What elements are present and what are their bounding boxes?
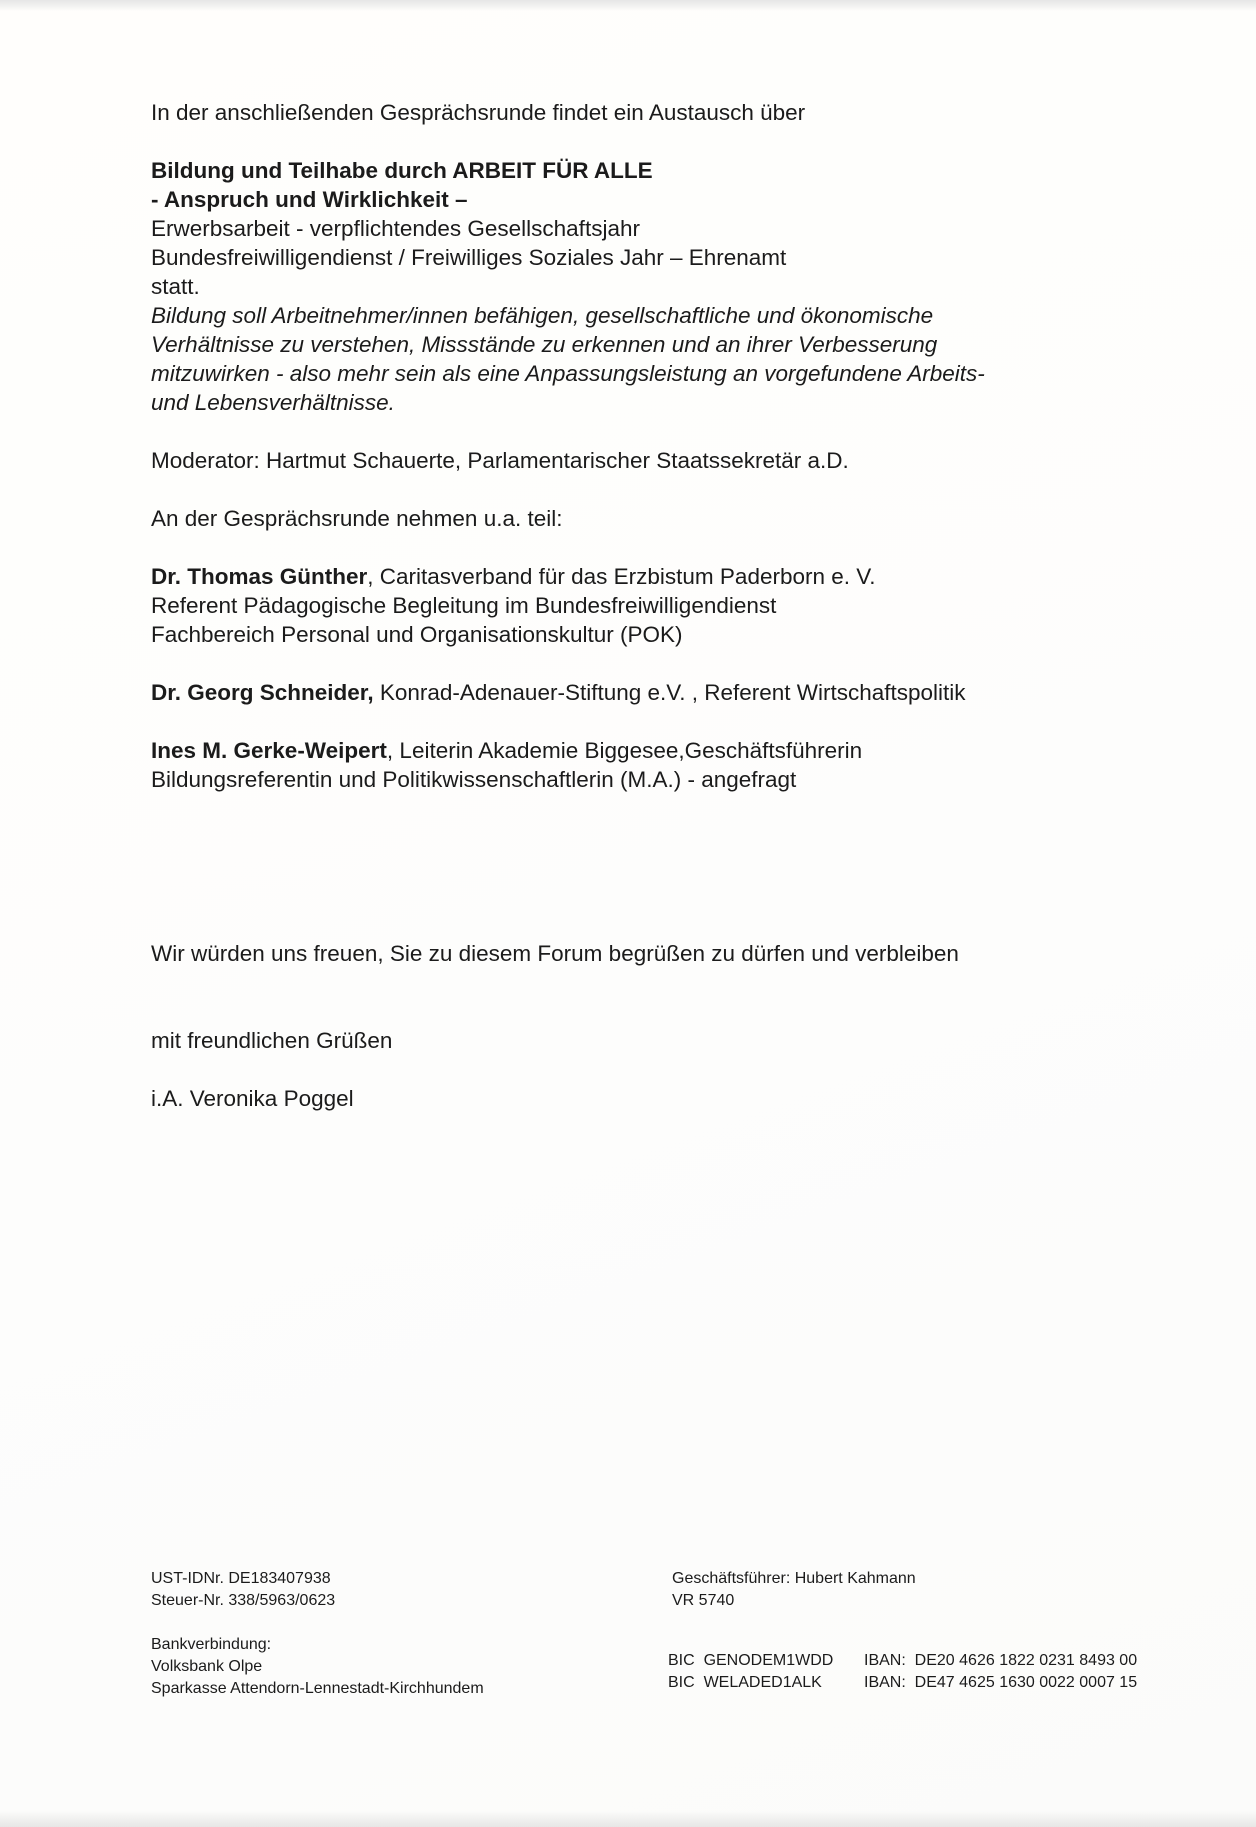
participant-2-name-line [151, 678, 1141, 707]
event-title-line-2: - Anspruch und Wirklichkeit – [151, 187, 468, 212]
moderator-line: Moderator: Hartmut Schauerte, Parlamentarischer Staatssekretär a.D. [151, 448, 849, 473]
mission-line: Verhältnisse zu verstehen, Missstände zu erkennen und an ihrer Verbesserung [151, 332, 938, 357]
greeting-line: mit freundlichen Grüßen [151, 1028, 393, 1053]
participant-3-name: Ines M. Gerke-Weipert [151, 738, 387, 763]
spacer [151, 968, 1141, 1026]
spacer [151, 475, 1141, 504]
event-title-line-1: Bildung und Teilhabe durch ARBEIT FÜR ALLE [151, 158, 653, 183]
topic-line: Bundesfreiwilligendienst / Freiwilliges Soziales Jahr – Ehrenamt [151, 245, 787, 270]
participant-1-name: Dr. Thomas Günther [151, 564, 368, 589]
steuer-nr: Steuer-Nr. 338/5963/0623 [151, 1592, 336, 1609]
mission-line: mitzuwirken - also mehr sein als eine Anpassungsleistung an vorgefundene Arbeits- [151, 361, 985, 386]
bank-name: Volksbank Olpe [151, 1658, 263, 1675]
mission-line: Bildung soll Arbeitnehmer/innen befähigen, gesellschaftliche und ökonomische [151, 303, 934, 328]
bank-row [668, 1650, 1137, 1672]
topic-line: statt. [151, 274, 200, 299]
participant-1-org: , Caritasverband für das Erzbistum Paderborn e. V. [367, 564, 876, 589]
participant-1-role-line: Referent Pädagogische Begleitung im Bundesfreiwilligendienst [151, 593, 777, 618]
managing-director: Geschäftsführer: Hubert Kahmann [672, 1570, 916, 1587]
participant-1-name-line [151, 562, 1141, 591]
participant-3-org: , Leiterin Akademie Biggesee,Geschäftsführerin [386, 738, 863, 763]
closing-line: Wir würden uns freuen, Sie zu diesem Forum begrüßen zu dürfen und verbleiben [151, 941, 959, 966]
spacer [151, 1055, 1141, 1084]
letter-body [151, 98, 1141, 1113]
signature-line: i.A. Veronika Poggel [151, 1086, 354, 1111]
ust-id: UST-IDNr. DE183407938 [151, 1570, 331, 1587]
bic-value: BIC WELADED1ALK [668, 1674, 822, 1691]
participant-3-name-line [151, 736, 1141, 765]
bic-value: BIC GENODEM1WDD [668, 1652, 834, 1669]
footer-right-column [672, 1568, 916, 1612]
participant-2-org: Konrad-Adenauer-Stiftung e.V. , Referent Wirtschaftspolitik [373, 680, 966, 705]
spacer [151, 127, 1141, 156]
spacer [151, 1612, 484, 1634]
iban-value: IBAN: DE47 4625 1630 0022 0007 15 [864, 1674, 1138, 1691]
participant-2-name: Dr. Georg Schneider, [151, 680, 374, 705]
register-number: VR 5740 [672, 1592, 735, 1609]
iban-value: IBAN: DE20 4626 1822 0231 8493 00 [864, 1652, 1138, 1669]
topic-line: Erwerbsarbeit - verpflichtendes Gesellschaftsjahr [151, 216, 640, 241]
spacer [151, 649, 1141, 678]
participant-3-role-line: Bildungsreferentin und Politikwissenschaftlerin (M.A.) - angefragt [151, 767, 797, 792]
bank-name: Sparkasse Attendorn-Lennestadt-Kirchhundem [151, 1680, 484, 1697]
footer-bank-details [668, 1650, 1137, 1694]
bank-row [668, 1672, 1137, 1694]
page-bottom-edge [0, 1811, 1256, 1827]
spacer [151, 533, 1141, 562]
footer-left-column [151, 1568, 484, 1700]
participant-1-dept-line: Fachbereich Personal und Organisationskultur (POK) [151, 622, 683, 647]
mission-line: und Lebensverhältnisse. [151, 390, 395, 415]
participants-intro: An der Gesprächsrunde nehmen u.a. teil: [151, 506, 563, 531]
bank-header: Bankverbindung: [151, 1636, 272, 1653]
intro-line: In der anschließenden Gesprächsrunde findet ein Austausch über [151, 100, 806, 125]
spacer [151, 417, 1141, 446]
spacer [151, 794, 1141, 939]
page-top-edge [0, 0, 1256, 11]
spacer [151, 707, 1141, 736]
